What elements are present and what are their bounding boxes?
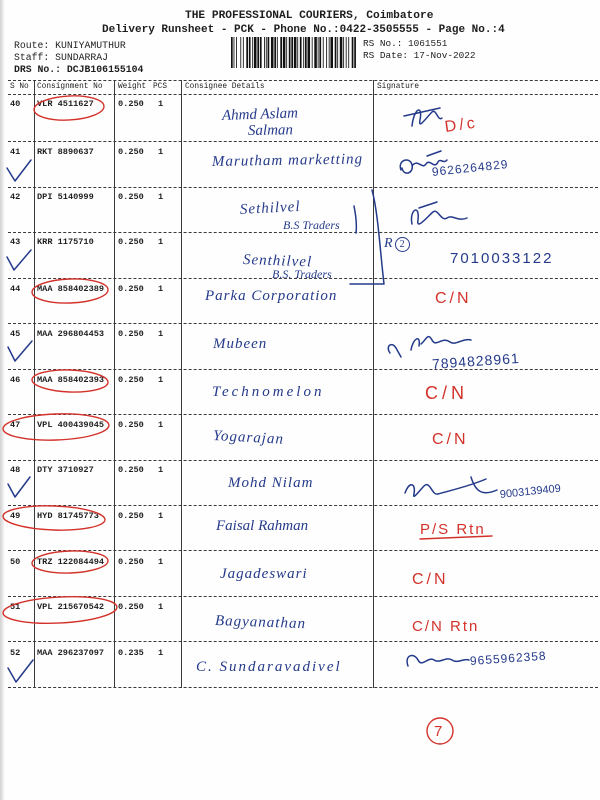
- sno-cell: 41: [10, 147, 21, 157]
- pcs-cell: 1: [158, 375, 164, 385]
- pcs-cell: 1: [158, 602, 164, 612]
- sno-cell: 44: [10, 284, 21, 294]
- pcs-cell: 1: [158, 329, 164, 339]
- receiver-phone: 7010033122: [450, 250, 554, 267]
- receiver-relation-mark: [384, 237, 410, 252]
- signature-scribble: [404, 108, 442, 126]
- sno-cell: 51: [10, 602, 21, 612]
- signature-scribble: [411, 202, 467, 224]
- sno-cell: 48: [10, 465, 21, 475]
- consignment-cell: MAA 858402389: [37, 284, 105, 294]
- consignee-name: Faisal Rahman: [216, 518, 309, 534]
- consignee-name: Mubeen: [213, 336, 268, 352]
- sno-cell: 45: [10, 329, 21, 339]
- sno-cell: 49: [10, 511, 21, 521]
- page-mark-number: 7: [434, 723, 443, 740]
- consignment-cell: DTY 3710927: [37, 465, 94, 475]
- signature-scribble: [405, 477, 497, 496]
- table-header-rule: [8, 94, 598, 95]
- consignee-name: C. Sundaravadivel: [196, 659, 342, 675]
- row-separator: [8, 460, 598, 461]
- runsheet-title: Delivery Runsheet - PCK - Phone No.:0422-3505555 - Page No.:4: [102, 24, 505, 36]
- consignee-name: Technomelon: [212, 384, 325, 400]
- row-separator: [8, 505, 598, 506]
- tick-mark: [8, 660, 33, 682]
- pcs-cell: 1: [158, 284, 164, 294]
- weight-cell: 0.250: [118, 284, 144, 294]
- column-header-consignee: Consignee Details: [185, 83, 265, 91]
- weight-cell: 0.250: [118, 237, 144, 247]
- consignee-name: Marutham marketting: [211, 151, 364, 170]
- delivery-remark: C/N: [425, 383, 468, 403]
- sno-cell: 42: [10, 192, 21, 202]
- consignment-cell: VPL 400439045: [37, 420, 105, 430]
- weight-cell: 0.250: [118, 557, 144, 567]
- weight-cell: 0.250: [118, 192, 144, 202]
- consignee-name-line2: Salman: [247, 122, 294, 139]
- column-header-consignment: Consignment No: [37, 83, 103, 91]
- row-separator: [8, 596, 598, 597]
- consignment-cell: MAA 296804453: [37, 329, 105, 339]
- pcs-cell: 1: [158, 147, 164, 157]
- weight-cell: 0.250: [118, 511, 144, 521]
- row-separator: [8, 323, 598, 324]
- receiver-phone: 9003139409: [499, 482, 562, 501]
- tick-mark: [8, 341, 32, 361]
- company-name: THE PROFESSIONAL COURIERS, Coimbatore: [185, 10, 434, 22]
- consignee-bracket: [350, 190, 384, 284]
- delivery-remark: C/N Rtn: [412, 618, 480, 635]
- rs-number: RS No.: 1061551: [363, 38, 448, 49]
- consignment-cell: RKT 8890637: [37, 147, 94, 157]
- row-separator: [8, 550, 598, 551]
- weight-cell: 0.235: [118, 648, 144, 658]
- consignment-cell: MAA 858402393: [37, 375, 105, 385]
- weight-cell: 0.250: [118, 420, 144, 430]
- weight-cell: 0.250: [118, 147, 144, 157]
- pcs-cell: 1: [158, 557, 164, 567]
- rs-date: RS Date: 17-Nov-2022: [363, 50, 476, 61]
- column-header-pcs: PCS: [153, 83, 168, 91]
- relation-letter: R: [384, 236, 393, 251]
- signature-scribble: [407, 655, 469, 666]
- sno-cell: 50: [10, 557, 21, 567]
- consignee-name: Ahmd Aslam: [221, 105, 299, 124]
- consignment-cell: TRZ 122084494: [37, 557, 105, 567]
- sno-cell: 47: [10, 420, 21, 430]
- consignment-cell: KRR 1175710: [37, 237, 94, 247]
- pcs-cell: 1: [158, 511, 164, 521]
- pcs-cell: 1: [158, 99, 164, 109]
- row-separator: [8, 414, 598, 415]
- consignee-name: Sethilvel: [239, 198, 301, 218]
- tick-mark: [8, 477, 30, 497]
- receiver-phone: 9655962358: [469, 648, 548, 668]
- row-separator: [8, 141, 598, 142]
- receiver-phone: 7894828961: [431, 349, 521, 372]
- pcs-cell: 1: [158, 237, 164, 247]
- sno-cell: 40: [10, 99, 21, 109]
- column-header-signature: Signature: [377, 83, 420, 91]
- sno-cell: 52: [10, 648, 21, 658]
- drs-number: DRS No.: DCJB106155104: [14, 64, 144, 75]
- row-separator: [8, 232, 598, 233]
- weight-cell: 0.250: [118, 99, 144, 109]
- consignee-name: Jagadeswari: [220, 566, 308, 582]
- consignee-name: Yogarajan: [212, 428, 285, 448]
- table-top-rule: [8, 80, 598, 81]
- sno-cell: 46: [10, 375, 21, 385]
- consignee-name-line2: B.S Traders: [283, 218, 340, 232]
- tick-mark: [7, 250, 31, 270]
- consignee-name: Bagyanathan: [214, 613, 307, 633]
- row-separator: [8, 641, 598, 642]
- consignee-name-line2: B.S. Traders: [272, 267, 332, 281]
- row-separator: [8, 187, 598, 188]
- weight-cell: 0.250: [118, 329, 144, 339]
- consignment-cell: DPI 5140999: [37, 192, 94, 202]
- route-label: Route: KUNIYAMUTHUR: [14, 40, 126, 51]
- weight-cell: 0.250: [118, 602, 144, 612]
- staff-label: Staff: SUNDARRAJ: [14, 52, 109, 63]
- row-separator: [8, 687, 598, 688]
- delivery-remark: C/N: [432, 431, 469, 448]
- column-header-sno: S No: [10, 83, 29, 91]
- consignee-name: Mohd Nilam: [228, 475, 314, 491]
- consignment-cell: HYD 81745773: [37, 511, 99, 521]
- delivery-remark: P/S Rtn: [420, 521, 486, 538]
- tick-mark: [7, 160, 31, 181]
- weight-cell: 0.250: [118, 465, 144, 475]
- row-separator: [8, 369, 598, 370]
- delivery-remark: C/N: [435, 290, 472, 307]
- column-header-weight: Weight: [118, 83, 147, 91]
- scan-edge-shadow: [0, 0, 5, 800]
- pcs-cell: 1: [158, 648, 164, 658]
- consignee-name: Parka Corporation: [205, 288, 338, 304]
- receiver-phone: 9626264829: [431, 157, 510, 179]
- consignment-cell: VPL 215670542: [37, 602, 105, 612]
- consignee-name: Senthilvel: [242, 252, 313, 271]
- consignment-cell: MAA 296237097: [37, 648, 105, 658]
- sno-cell: 43: [10, 237, 21, 247]
- pcs-cell: 1: [158, 465, 164, 475]
- delivery-remark: C/N: [412, 571, 449, 588]
- pcs-cell: 1: [158, 192, 164, 202]
- relation-circled-number: 2: [395, 237, 410, 252]
- pcs-cell: 1: [158, 420, 164, 430]
- weight-cell: 0.250: [118, 375, 144, 385]
- delivery-remark: D/c: [443, 114, 479, 136]
- barcode: [230, 37, 357, 68]
- consignment-cell: VLR 4511627: [37, 99, 94, 109]
